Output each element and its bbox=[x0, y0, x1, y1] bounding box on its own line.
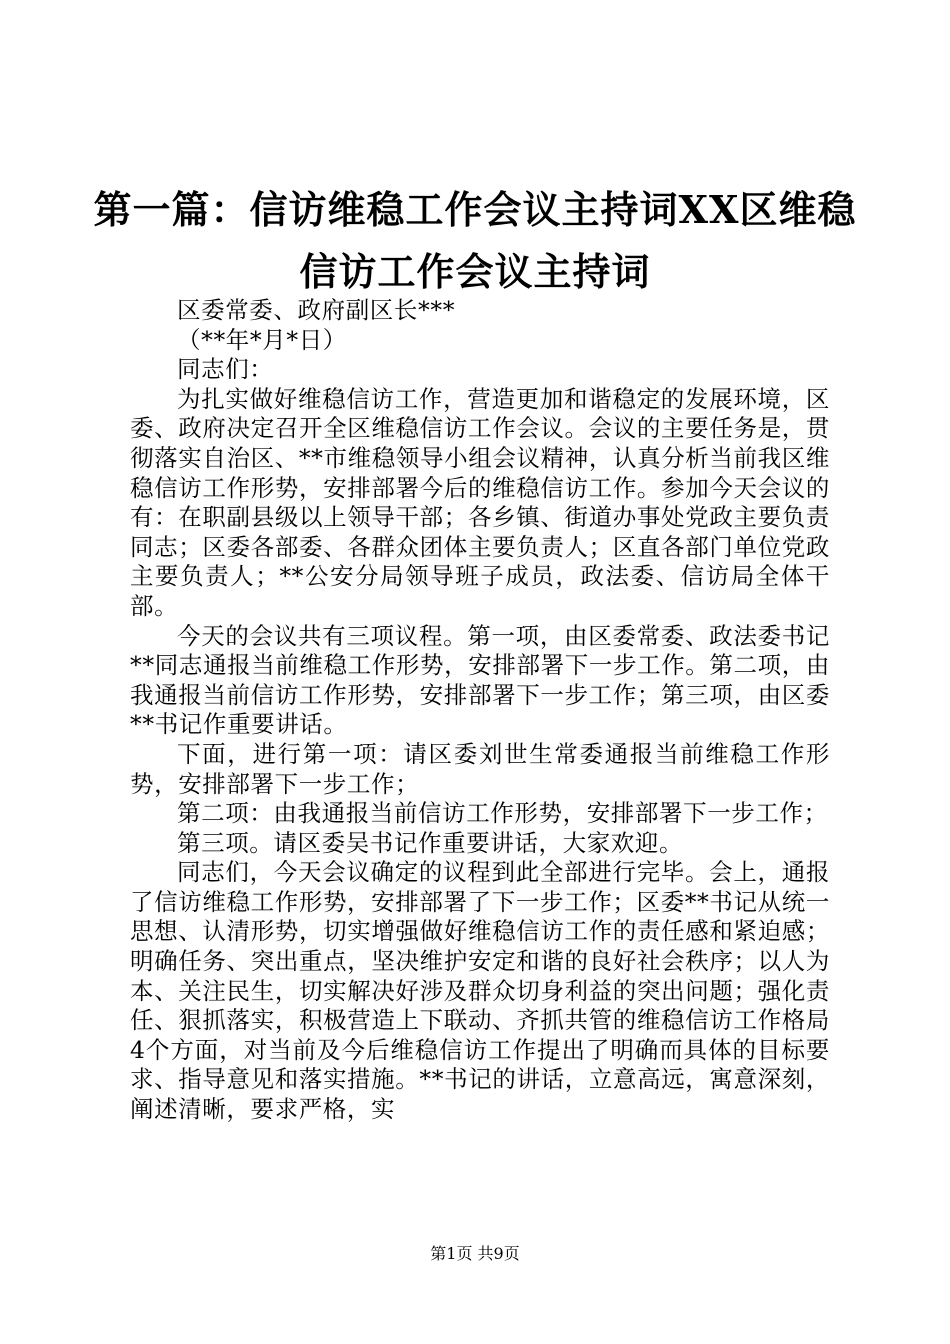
body-paragraph: 下面，进行第一项：请区委刘世生常委通报当前维稳工作形势，安排部署下一步工作； bbox=[130, 739, 830, 798]
document-title-line-1: 第一篇：信访维稳工作会议主持词XX区维稳 bbox=[93, 187, 857, 232]
date-line: （**年*月*日） bbox=[177, 325, 347, 354]
body-paragraph: 同志们，今天会议确定的议程到此全部进行完毕。会上，通报了信访维稳工作形势，安排部署了下一步工作；区委**书记从统一思想、认清形势，切实增强做好维稳信访工作的责任感和紧迫感；明确任务、突出重点，坚决维护安定和谐的良好社会秩序；以人为本、关注民生，切实解决好涉及群众切身利益的突出问题；强化责任、狠抓落实，积极营造上下联动、齐抓共管的维稳信访工作格局4个方面，对当前及今后维稳信访工作提出了明确而具体的目标要求、指导意见和落实措施。**书记的讲话，立意高远，寓意深刻，阐述清晰，要求严格，实 bbox=[130, 858, 830, 1124]
body-paragraph: 为扎实做好维稳信访工作，营造更加和谐稳定的发展环境，区委、政府决定召开全区维稳信访工作会议。会议的主要任务是，贯彻落实自治区、**市维稳领导小组会议精神，认真分析当前我区维稳信访工作形势，安排部署今后的维稳信访工作。参加今天会议的有：在职副县级以上领导干部；各乡镇、街道办事处党政主要负责同志；区委各部委、各群众团体主要负责人；区直各部门单位党政主要负责人；**公安分局领导班子成员，政法委、信访局全体干部。 bbox=[130, 384, 830, 620]
body-paragraph: 第二项：由我通报当前信访工作形势，安排部署下一步工作； bbox=[177, 799, 828, 828]
page-number-footer: 第1页 共9页 bbox=[430, 1244, 520, 1263]
document-body bbox=[130, 296, 830, 1125]
document-title-line-2: 信访工作会议主持词 bbox=[299, 249, 651, 294]
body-paragraph: 今天的会议共有三项议程。第一项，由区委常委、政法委书记**同志通报当前维稳工作形势，安排部署下一步工作。第二项，由我通报当前信访工作形势，安排部署下一步工作；第三项，由区委**书记作重要讲话。 bbox=[130, 621, 830, 739]
body-paragraph: 第三项。请区委吴书记作重要讲话，大家欢迎。 bbox=[177, 828, 684, 857]
salutation: 同志们： bbox=[177, 355, 274, 384]
speaker-line: 区委常委、政府副区长*** bbox=[177, 296, 456, 324]
